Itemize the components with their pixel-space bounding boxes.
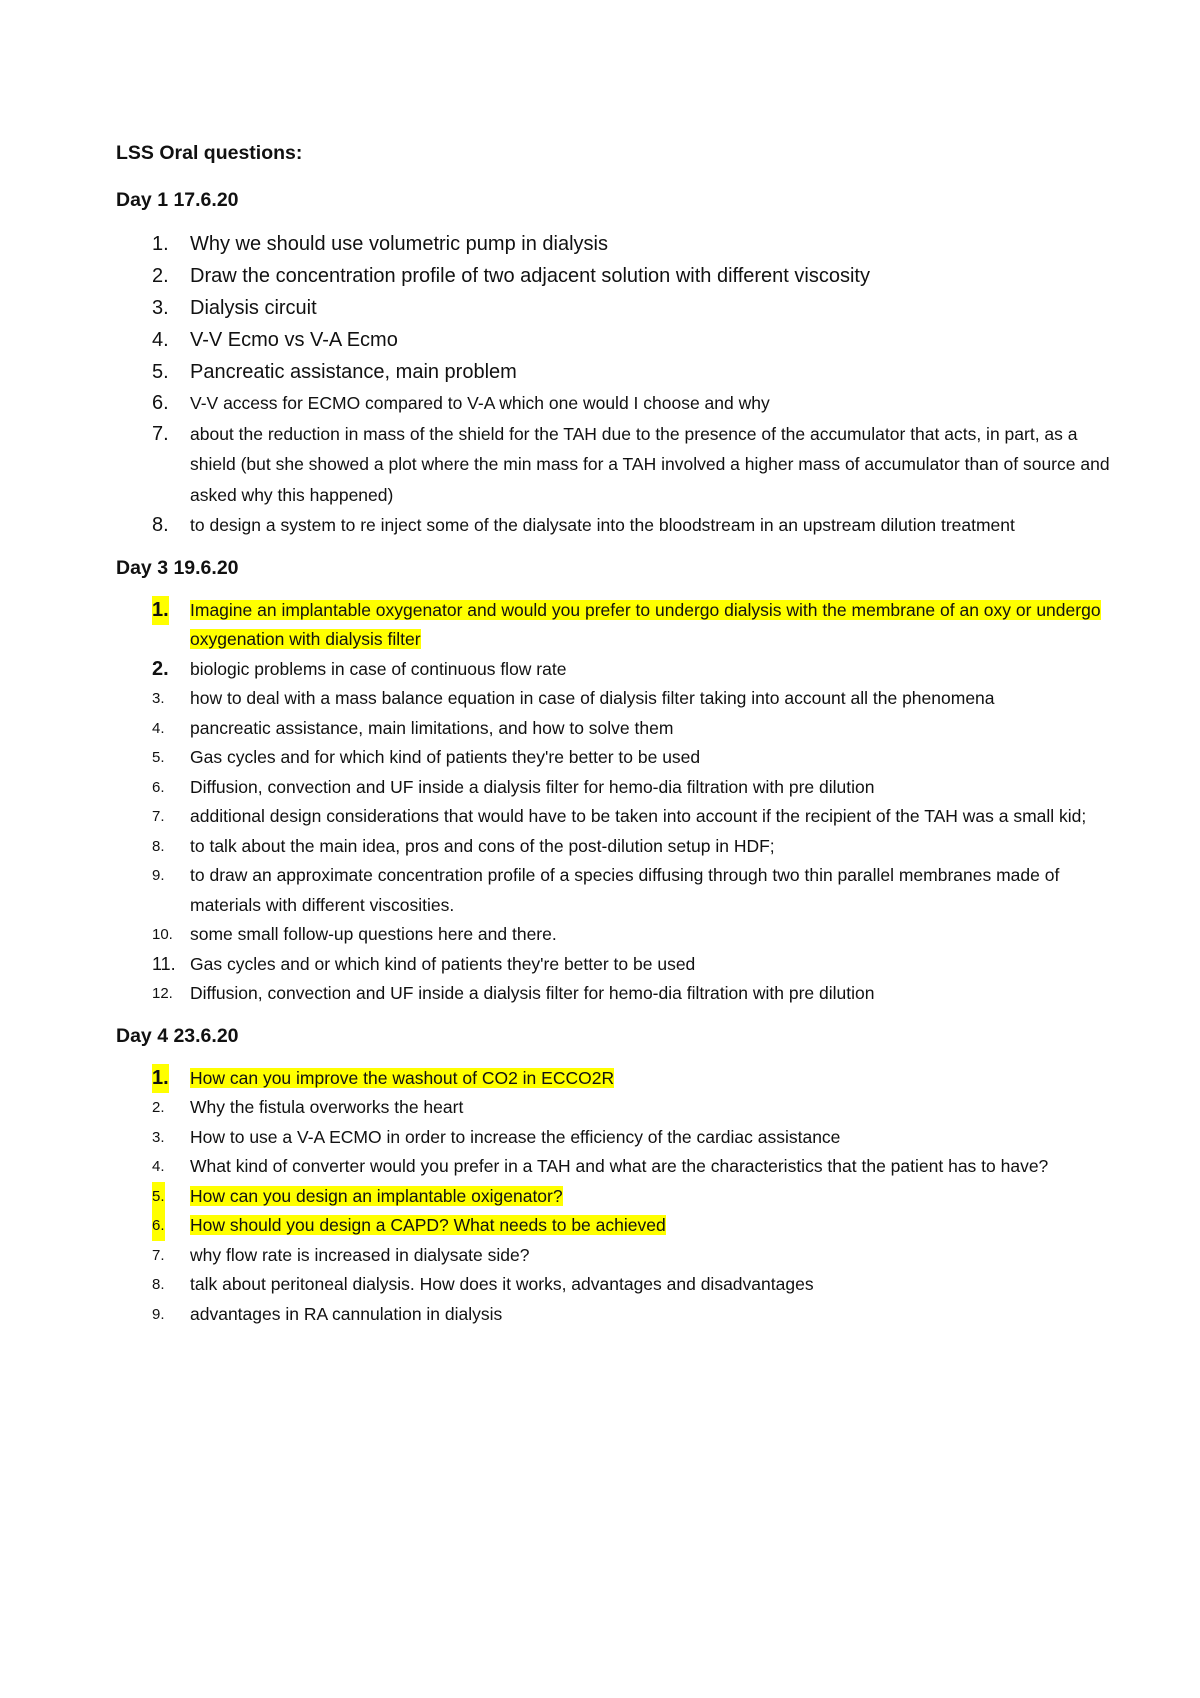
item-text: What kind of converter would you prefer in a TAH and what are the characteristics that the patient has to have? <box>190 1156 1049 1176</box>
item-number: 7. <box>152 422 169 445</box>
day-3-question-list <box>116 596 1116 1009</box>
item-number: 8. <box>152 514 169 536</box>
item-number: 8. <box>152 837 165 855</box>
list-item <box>116 596 1116 655</box>
item-number: 4. <box>152 719 165 737</box>
item-number: 6. <box>152 392 169 414</box>
item-text: Draw the concentration profile of two adjacent solution with different viscosity <box>190 265 870 287</box>
item-text: V-V access for ECMO compared to V-A which one would I choose and why <box>190 393 770 413</box>
list-item <box>116 419 1116 511</box>
item-number: 5. <box>152 749 165 766</box>
list-item <box>116 356 1116 388</box>
item-text: talk about peritoneal dialysis. How does it works, advantages and disadvantages <box>190 1274 814 1294</box>
list-item <box>116 743 1116 773</box>
item-number: 3. <box>152 297 169 319</box>
list-item <box>116 920 1116 950</box>
list-item <box>116 388 1116 419</box>
item-number: 12. <box>152 985 173 1002</box>
item-text: Why we should use volumetric pump in dialysis <box>190 233 608 255</box>
list-item <box>116 655 1116 685</box>
item-text: some small follow-up questions here and there. <box>190 924 557 944</box>
item-text-highlighted: How can you improve the washout of CO2 in ECCO2R <box>190 1067 615 1088</box>
list-item <box>116 1270 1116 1300</box>
list-item <box>116 510 1116 541</box>
item-number: 1. <box>152 1064 169 1094</box>
item-number: 3. <box>152 690 165 707</box>
day-1-heading: Day 1 17.6.20 <box>116 189 239 211</box>
item-number: 9. <box>152 867 165 884</box>
item-text: Dialysis circuit <box>190 297 317 319</box>
list-item <box>116 1211 1116 1241</box>
item-text: Why the fistula overworks the heart <box>190 1097 464 1117</box>
list-item <box>116 228 1116 260</box>
item-text: biologic problems in case of continuous flow rate <box>190 658 567 679</box>
day-4-question-list <box>116 1064 1116 1330</box>
list-item <box>116 832 1116 862</box>
list-item <box>116 861 1116 920</box>
list-item <box>116 1093 1116 1123</box>
item-text: V-V Ecmo vs V-A Ecmo <box>190 329 398 351</box>
item-text: about the reduction in mass of the shield for the TAH due to the presence of the accumulator that acts, in part, as a shield (but she showed a plot where the min mass for a TAH involved a higher mass of accumulator than of source and asked why this happened) <box>190 423 1110 505</box>
list-item <box>116 979 1116 1009</box>
list-item <box>116 1182 1116 1212</box>
item-text: to draw an approximate concentration profile of a species diffusing through two thin parallel membranes made of materials with different viscosities. <box>190 865 1060 915</box>
document-title: LSS Oral questions: <box>116 142 303 164</box>
item-text: to design a system to re inject some of the dialysate into the bloodstream in an upstream dilution treatment <box>190 515 1015 535</box>
item-number: 4. <box>152 1158 165 1175</box>
list-item <box>116 292 1116 324</box>
list-item <box>116 1064 1116 1094</box>
item-number: 4. <box>152 329 169 351</box>
item-text-highlighted: How should you design a CAPD? What needs to be achieved <box>190 1215 666 1235</box>
list-item <box>116 684 1116 714</box>
item-text: to talk about the main idea, pros and cons of the post-dilution setup in HDF; <box>190 835 775 856</box>
document-body <box>116 142 1116 1329</box>
list-item <box>116 260 1116 292</box>
day-4-heading: Day 4 23.6.20 <box>116 1024 239 1047</box>
item-number: 11. <box>152 953 176 974</box>
list-item <box>116 802 1116 832</box>
item-number: 9. <box>152 1305 165 1323</box>
item-number: 7. <box>152 808 165 825</box>
item-number: 8. <box>152 1276 165 1293</box>
item-text: How to use a V-A ECMO in order to increase the efficiency of the cardiac assistance <box>190 1126 841 1147</box>
day-3-heading: Day 3 19.6.20 <box>116 556 239 579</box>
list-item <box>116 950 1116 980</box>
item-text: pancreatic assistance, main limitations, and how to solve them <box>190 717 674 738</box>
list-item <box>116 1241 1116 1271</box>
item-text-highlighted: How can you design an implantable oxigenator? <box>190 1185 563 1206</box>
item-number: 1. <box>152 233 169 255</box>
item-number: 1. <box>152 596 169 626</box>
item-number: 5. <box>152 361 169 383</box>
item-number: 6. <box>152 1211 165 1241</box>
list-item <box>116 1300 1116 1330</box>
day-1-question-list <box>116 228 1116 541</box>
list-item <box>116 714 1116 744</box>
item-number: 6. <box>152 778 165 796</box>
item-number: 2. <box>152 1099 165 1116</box>
item-number: 3. <box>152 1128 165 1146</box>
item-text: advantages in RA cannulation in dialysis <box>190 1303 503 1324</box>
item-text: Gas cycles and or which kind of patients they're better to be used <box>190 953 696 974</box>
item-text: why flow rate is increased in dialysate side? <box>190 1244 530 1265</box>
list-item <box>116 1152 1116 1182</box>
list-item <box>116 324 1116 356</box>
item-number: 2. <box>152 265 169 287</box>
list-item <box>116 773 1116 803</box>
item-number: 10. <box>152 926 173 943</box>
item-number: 5. <box>152 1182 165 1212</box>
item-text: Pancreatic assistance, main problem <box>190 361 517 383</box>
item-text: how to deal with a mass balance equation in case of dialysis filter taking into account all the phenomena <box>190 688 995 708</box>
item-text-highlighted: Imagine an implantable oxygenator and would you prefer to undergo dialysis with the membrane of an oxy or undergo oxygenation with dialysis filter <box>190 599 1101 649</box>
item-text: Gas cycles and for which kind of patients they're better to be used <box>190 747 701 767</box>
item-text: Diffusion, convection and UF inside a dialysis filter for hemo-dia filtration with pre dilution <box>190 776 875 797</box>
list-item <box>116 1123 1116 1153</box>
item-text: additional design considerations that would have to be taken into account if the recipient of the TAH was a small kid; <box>190 806 1087 826</box>
item-number: 7. <box>152 1246 165 1264</box>
item-number: 2. <box>152 657 169 680</box>
item-text: Diffusion, convection and UF inside a dialysis filter for hemo-dia filtration with pre dilution <box>190 983 875 1003</box>
